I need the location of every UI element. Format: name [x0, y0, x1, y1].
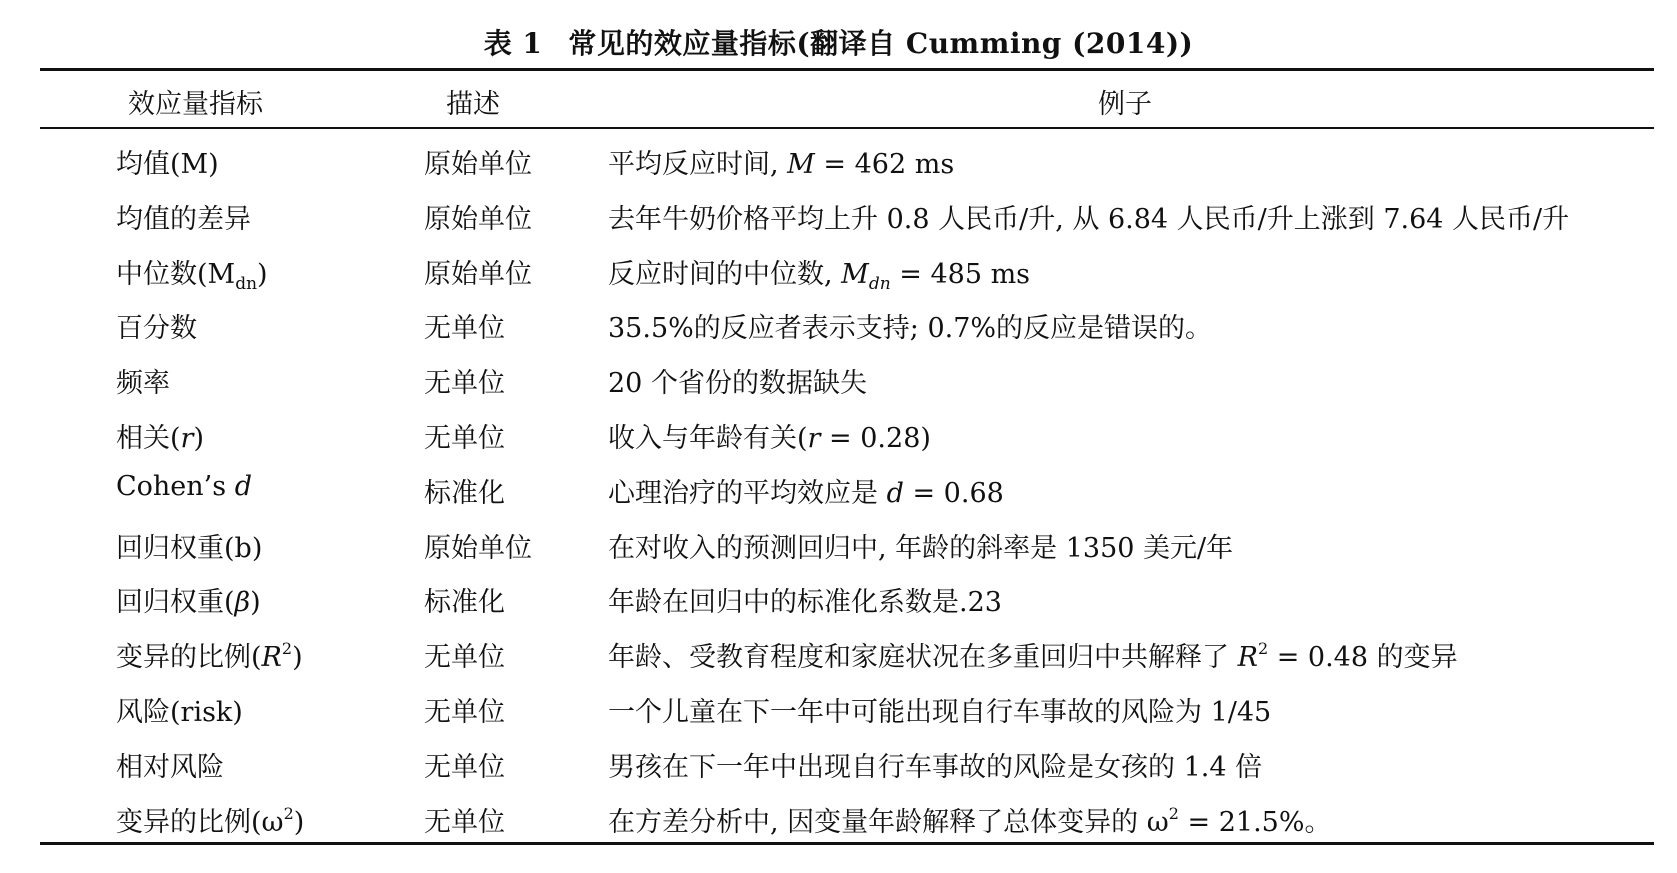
cell-metric: 风险(risk) [116, 696, 243, 728]
table-row [0, 132, 1677, 187]
cell-example: 平均反应时间, M = 462 ms [608, 149, 955, 180]
table-caption-label: 表 1 [483, 27, 543, 60]
header-description: 描述 [446, 89, 500, 120]
table-bottom-rule [40, 842, 1654, 845]
cell-example: 收入与年龄有关(r = 0.28) [608, 422, 931, 454]
cell-metric: 中位数$(M_{dn})$ [116, 258, 268, 294]
header-metric: 效应量指标 [128, 89, 263, 120]
table-row [0, 680, 1677, 735]
cell-metric: Cohen’s d [116, 470, 252, 502]
cell-metric: 变异的比例$(R^2)$ [116, 639, 303, 674]
cell-metric: 变异的比例$(\omega^2)$ [116, 803, 305, 838]
cell-example: 一个儿童在下一年中可能出现自行车事故的风险为 1/45 [608, 696, 1272, 728]
table-row [0, 406, 1677, 461]
cell-description: 无单位 [424, 806, 505, 838]
cell-example: 35.5%的反应者表示支持; 0.7%的反应是错误的。 [608, 313, 1213, 345]
cell-metric: 回归权重(b) [116, 532, 263, 564]
table-caption-title: 常见的效应量指标(翻译自 Cumming (2014)) [568, 27, 1194, 60]
table-top-rule [40, 68, 1654, 71]
table-row [0, 242, 1677, 297]
table-row [0, 351, 1677, 406]
cell-description: 原始单位 [424, 149, 532, 180]
table-row [0, 296, 1677, 351]
cell-description: 无单位 [424, 313, 505, 345]
cell-description: 原始单位 [424, 532, 532, 564]
cell-description: 无单位 [424, 696, 505, 728]
header-example: 例子 [1098, 89, 1152, 120]
cell-description: 无单位 [424, 642, 505, 674]
cell-description: 无单位 [424, 368, 505, 400]
cell-example: 20 个省份的数据缺失 [608, 368, 867, 400]
cell-metric: 百分数 [116, 313, 197, 345]
table-row [0, 516, 1677, 571]
cell-example: 年龄、受教育程度和家庭状况在多重回归中共解释了 $R^2 = 0.48$ 的变异 [608, 639, 1458, 674]
cell-description: 无单位 [424, 422, 505, 454]
table-body [0, 132, 1677, 844]
table-row [0, 461, 1677, 516]
cell-example: 男孩在下一年中出现自行车事故的风险是女孩的 1.4 倍 [608, 751, 1263, 783]
cell-metric: 相对风险 [116, 751, 224, 783]
cell-metric: 回归权重(β) [116, 587, 261, 619]
cell-description: 原始单位 [424, 203, 532, 235]
cell-description: 标准化 [424, 477, 505, 509]
cell-example: 在对收入的预测回归中, 年龄的斜率是 1350 美元/年 [608, 532, 1234, 564]
table-header-rule [40, 127, 1654, 129]
table-row [0, 735, 1677, 790]
cell-description: 无单位 [424, 751, 505, 783]
cell-example: 年龄在回归中的标准化系数是.23 [608, 587, 1002, 619]
cell-description: 原始单位 [424, 258, 532, 290]
cell-example: 反应时间的中位数, $M_{dn} = 485$ ms [608, 258, 1031, 294]
table-row [0, 625, 1677, 680]
cell-example: 心理治疗的平均效应是 d = 0.68 [608, 477, 1004, 509]
cell-metric: 均值的差异 [116, 203, 251, 235]
cell-example: 在方差分析中, 因变量年龄解释了总体变异的 $\omega^2 = 21.5\%$。 [608, 803, 1332, 838]
table-row [0, 790, 1677, 845]
cell-metric: 相关(r) [116, 422, 205, 454]
table-row [0, 187, 1677, 242]
cell-metric: 均值(M) [116, 149, 219, 180]
table-header-row [0, 76, 1677, 120]
cell-metric: 频率 [116, 368, 170, 400]
table-row [0, 570, 1677, 625]
cell-description: 标准化 [424, 587, 505, 619]
table-caption [0, 22, 1677, 62]
cell-example: 去年牛奶价格平均上升 0.8 人民币/升, 从 6.84 人民币/升上涨到 7.64 人民币/升 [608, 203, 1570, 235]
